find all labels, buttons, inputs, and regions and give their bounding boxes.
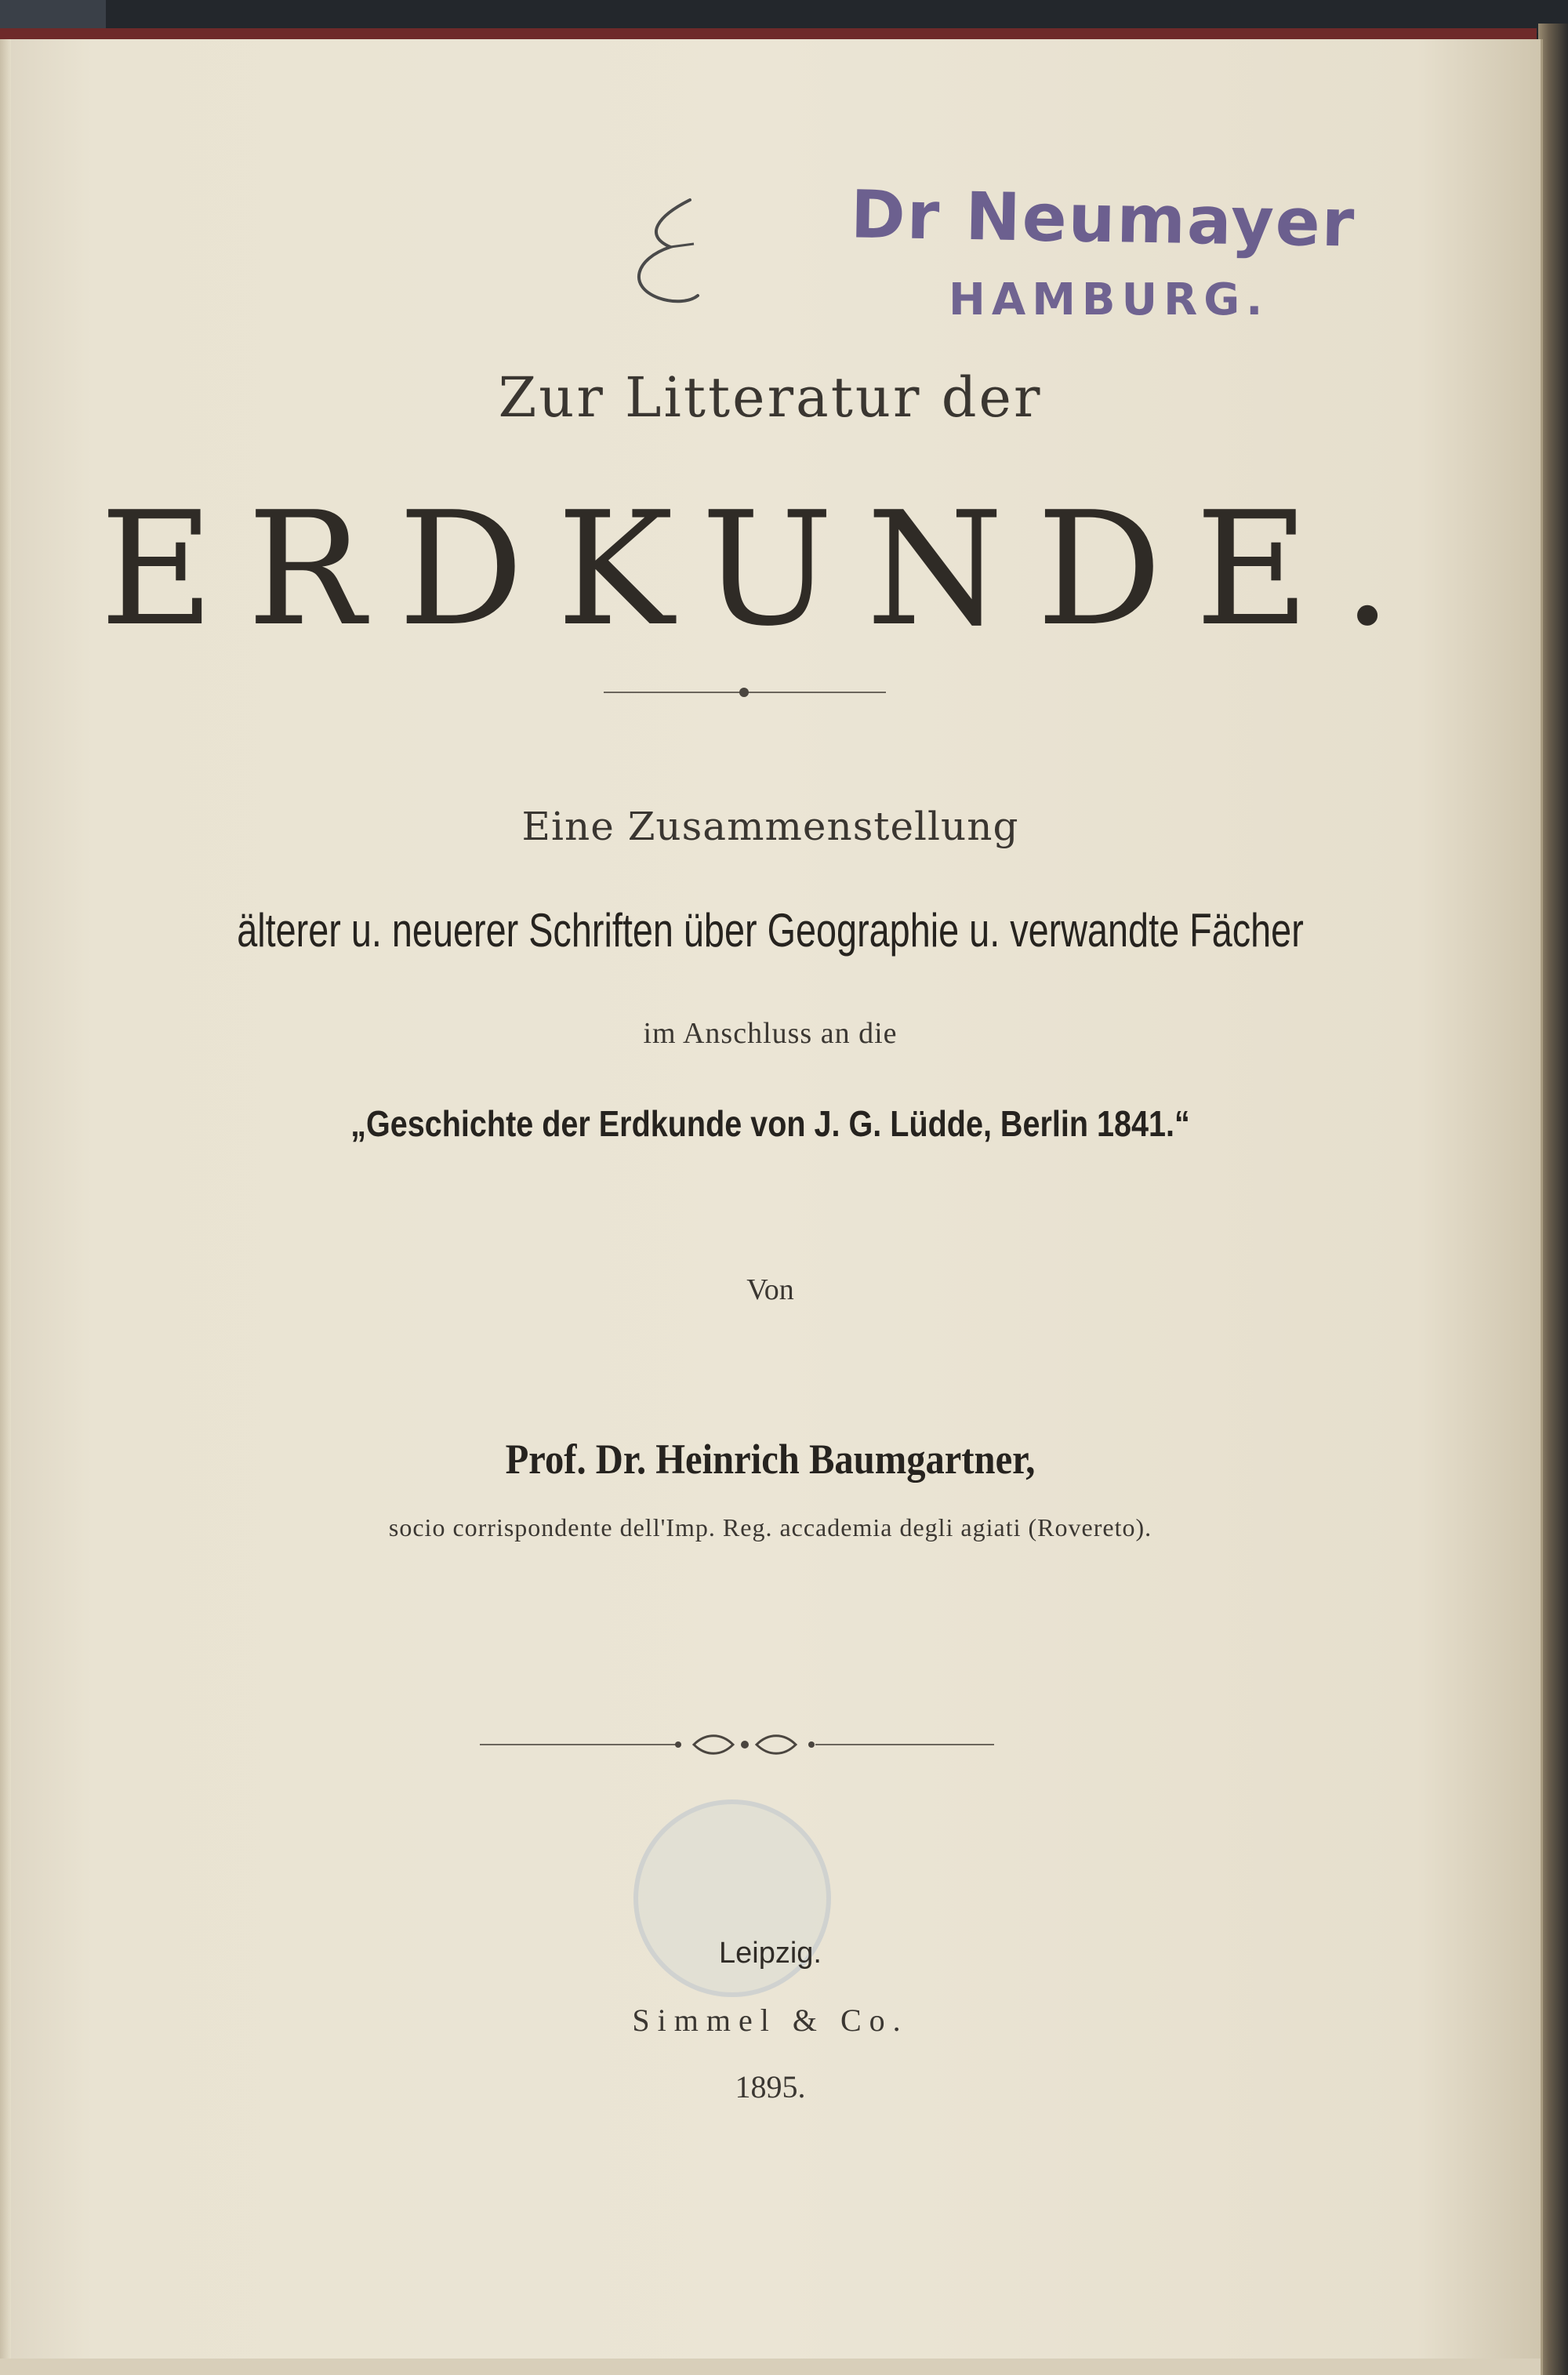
- imprint-publisher: Simmel & Co.: [632, 2003, 909, 2038]
- stamp-name: Dr Neumayer: [850, 176, 1357, 262]
- title-line-1: Zur Litteratur der: [498, 365, 1043, 430]
- subtitle-line-4: „Geschichte der Erdkunde von J. G. Lüdde, Berlin 1841.“: [350, 1103, 1190, 1144]
- ornament-rule-left: [480, 1744, 676, 1745]
- subtitle-line-2: älterer u. neuerer Schriften über Geographie u. verwandte Fächer: [237, 904, 1304, 957]
- divider-dot-icon: [739, 688, 749, 697]
- subtitle-line-1: Eine Zusammenstellung: [521, 804, 1019, 849]
- ownership-stamp: [850, 176, 1368, 337]
- imprint-year: 1895.: [735, 2069, 806, 2104]
- ornament-flourish-icon: [662, 1729, 827, 1760]
- handwritten-mark-icon: [596, 192, 706, 318]
- main-title: ERDKUNDE.: [100, 478, 1425, 661]
- byline-von: Von: [746, 1273, 794, 1306]
- subtitle-line-3: im Anschluss an die: [643, 1017, 898, 1050]
- author-affiliation: socio corrispondente dell'Imp. Reg. accademia degli agiati (Rovereto).: [388, 1513, 1152, 1542]
- scan-corner-tab: [0, 0, 106, 30]
- author-name: Prof. Dr. Heinrich Baumgartner,: [505, 1436, 1036, 1483]
- ornament-rule-right: [815, 1744, 994, 1745]
- stamp-city: HAMBURG.: [949, 274, 1269, 325]
- page-bottom-edge: [0, 2359, 1541, 2375]
- imprint-place: Leipzig.: [719, 1937, 822, 1970]
